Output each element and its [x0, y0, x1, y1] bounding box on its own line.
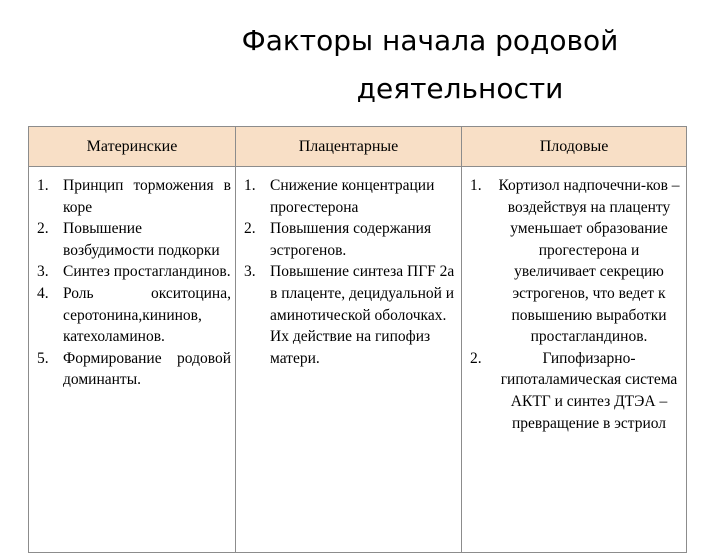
table-header-row	[29, 127, 687, 167]
list-item: 1. Кортизол надпочечни-ков – воздействуя на плаценту уменьшает образование прогестерона и увеличивает секрецию эстрогенов, что ведет к повышению выработки простагландинов.	[470, 177, 680, 346]
placental-factors-cell	[236, 167, 462, 553]
table-row	[29, 167, 687, 553]
list-item: 1. Снижение концентрации прогестерона	[244, 177, 435, 216]
header-maternal: Материнские	[29, 127, 236, 167]
list-item: 3. Синтез простагландинов.	[37, 263, 231, 281]
list-item: 3. Повышение синтеза ПГF 2а в плаценте, децидуальной и аминотической оболочках. Их действие на гипофиз матери.	[244, 263, 455, 367]
list-item: 1. Принцип торможения в коре	[37, 177, 231, 216]
maternal-factors-cell	[29, 167, 236, 553]
header-fetal: Плодовые	[462, 127, 687, 167]
page-title-line-1	[0, 24, 720, 57]
maternal-factors-list	[33, 175, 231, 391]
factors-table	[28, 126, 687, 553]
header-placental: Плацентарные	[236, 127, 462, 167]
fetal-factors-cell	[462, 167, 687, 553]
page-title-text-1: Факторы начала родовой	[241, 24, 619, 57]
list-item: 2. Повышения содержания эстрогенов.	[244, 220, 432, 259]
page-title-text-2: деятельности	[356, 72, 564, 105]
placental-factors-list	[240, 175, 457, 369]
list-item: 2. Гипофизарно-гипоталамическая система АКТГ и синтез ДТЭА – превращение в эстриол	[470, 349, 678, 432]
page-title-line-2	[0, 72, 720, 105]
list-item: 5. Формирование родовой доминанты.	[37, 349, 231, 389]
list-item: 2. Повышение возбудимости подкорки	[37, 220, 220, 259]
fetal-factors-list	[466, 175, 682, 434]
list-item: 4. Роль окситоцина, серотонина,кининов, катехоламинов.	[37, 284, 231, 346]
